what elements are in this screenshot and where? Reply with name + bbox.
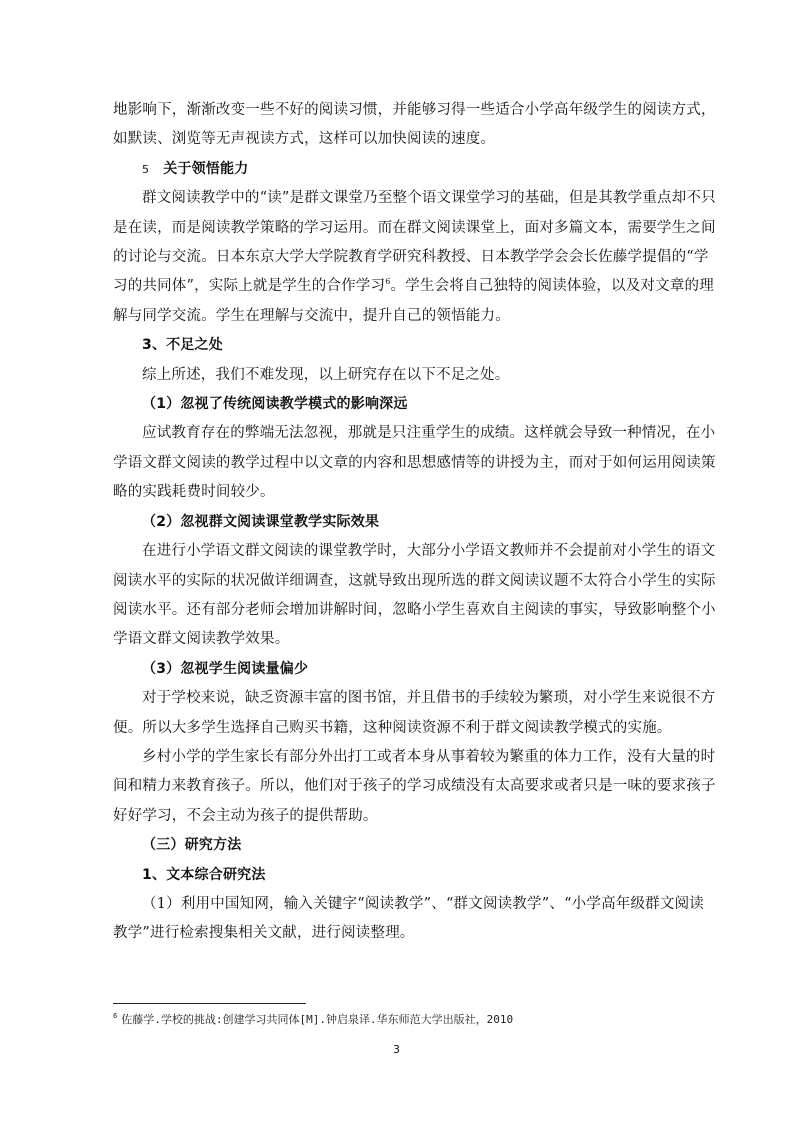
paragraph-continuation: 地影响下，渐渐改变一些不好的阅读习惯，并能够习得一些适合小学高年级学生的阅读方式，如默读、浏览等无声视读方式，这样可以加快阅读的速度。 (113, 102, 716, 148)
paragraph-text-a: 群文阅读教学中的“读”是群文课堂乃至整个语文课堂学习的基础，但是其教学重点却不只是在读，而是阅读教学策略的学习运用。而在群文阅读课堂上，面对多篇文本，需要学生之间的讨论与交流。日本东京大学大学院教育学研究科教授、日本教学学会会长佐藤学提倡的“学习的共同体”，实际上就是学生的合作学习 (113, 190, 716, 295)
subheading-1: （1）忽视了传统阅读教学模式的影响深远 (142, 396, 408, 413)
section-heading-5 (113, 155, 717, 184)
paragraph-method1: （1）利用中国知网，输入关键字“阅读教学”、“群文阅读教学”、“小学高年级群文阅读教学”进行检索搜集相关文献，进行阅读整理。 (113, 895, 704, 942)
footnote-text: 佐藤学.学校的挑战:创建学习共同体[M].钟启泉译.华东师范大学出版社，2010 (121, 1013, 514, 1026)
heading-number: 5 (142, 162, 150, 176)
paragraph-text-b: 。学生会将自己独特的阅读体验，以及对文章的理解与同学交流。学生在理解与交流中，提升自己的领悟能力。 (113, 278, 714, 324)
footnote (113, 1012, 513, 1028)
paragraph-sub2: 在进行小学语文群文阅读的课堂教学时，大部分小学语文教师并不会提前对小学生的语文阅读水平的实际的状况做详细调查，这就导致出现所选的群文阅读议题不太符合小学生的实际阅读水平。还有部分老师会增加讲解时间，忽略小学生喜欢自主阅读的事实，导致影响整个小学语文群文阅读教学效果。 (113, 543, 716, 648)
footnote-reference: 6 (385, 277, 391, 287)
paragraph-comprehension (113, 184, 717, 331)
paragraph-summary: 综上所述，我们不难发现，以上研究存在以下不足之处。 (142, 366, 510, 383)
footnote-mark: 6 (113, 1012, 118, 1021)
subheading-2: （2）忽视群文阅读课堂教学实际效果 (142, 513, 380, 530)
subheading-method-1: 1、文本综合研究法 (142, 866, 266, 883)
heading-title: 关于领悟能力 (163, 160, 249, 177)
section-heading-shortcomings: 3、不足之处 (142, 337, 223, 354)
page-number: 3 (393, 1043, 400, 1056)
body-text (113, 96, 717, 949)
footnote-divider (113, 1003, 306, 1004)
section-heading-method: （三）研究方法 (142, 837, 242, 854)
paragraph-sub3a: 对于学校来说，缺乏资源丰富的图书馆，并且借书的手续较为繁琐，对小学生来说很不方便。所以大多学生选择自己购买书籍，这种阅读资源不利于群文阅读教学模式的实施。 (113, 690, 716, 736)
paragraph-sub3b: 乡村小学的学生家长有部分外出打工或者本身从事着较为繁重的体力工作，没有大量的时间和精力来教育孩子。所以，他们对于孩子的学习成绩没有太高要求或者只是一味的要求孩子好好学习，不会主动为孩子的提供帮助。 (113, 748, 716, 824)
subheading-3: （3）忽视学生阅读量偏少 (142, 660, 309, 677)
paragraph-sub1: 应试教育存在的弊端无法忽视，那就是只注重学生的成绩。这样就会导致一种情况，在小学语文群文阅读的教学过程中以文章的内容和思想感情等的讲授为主，而对于如何运用阅读策略的实践耗费时间较少。 (113, 425, 716, 501)
